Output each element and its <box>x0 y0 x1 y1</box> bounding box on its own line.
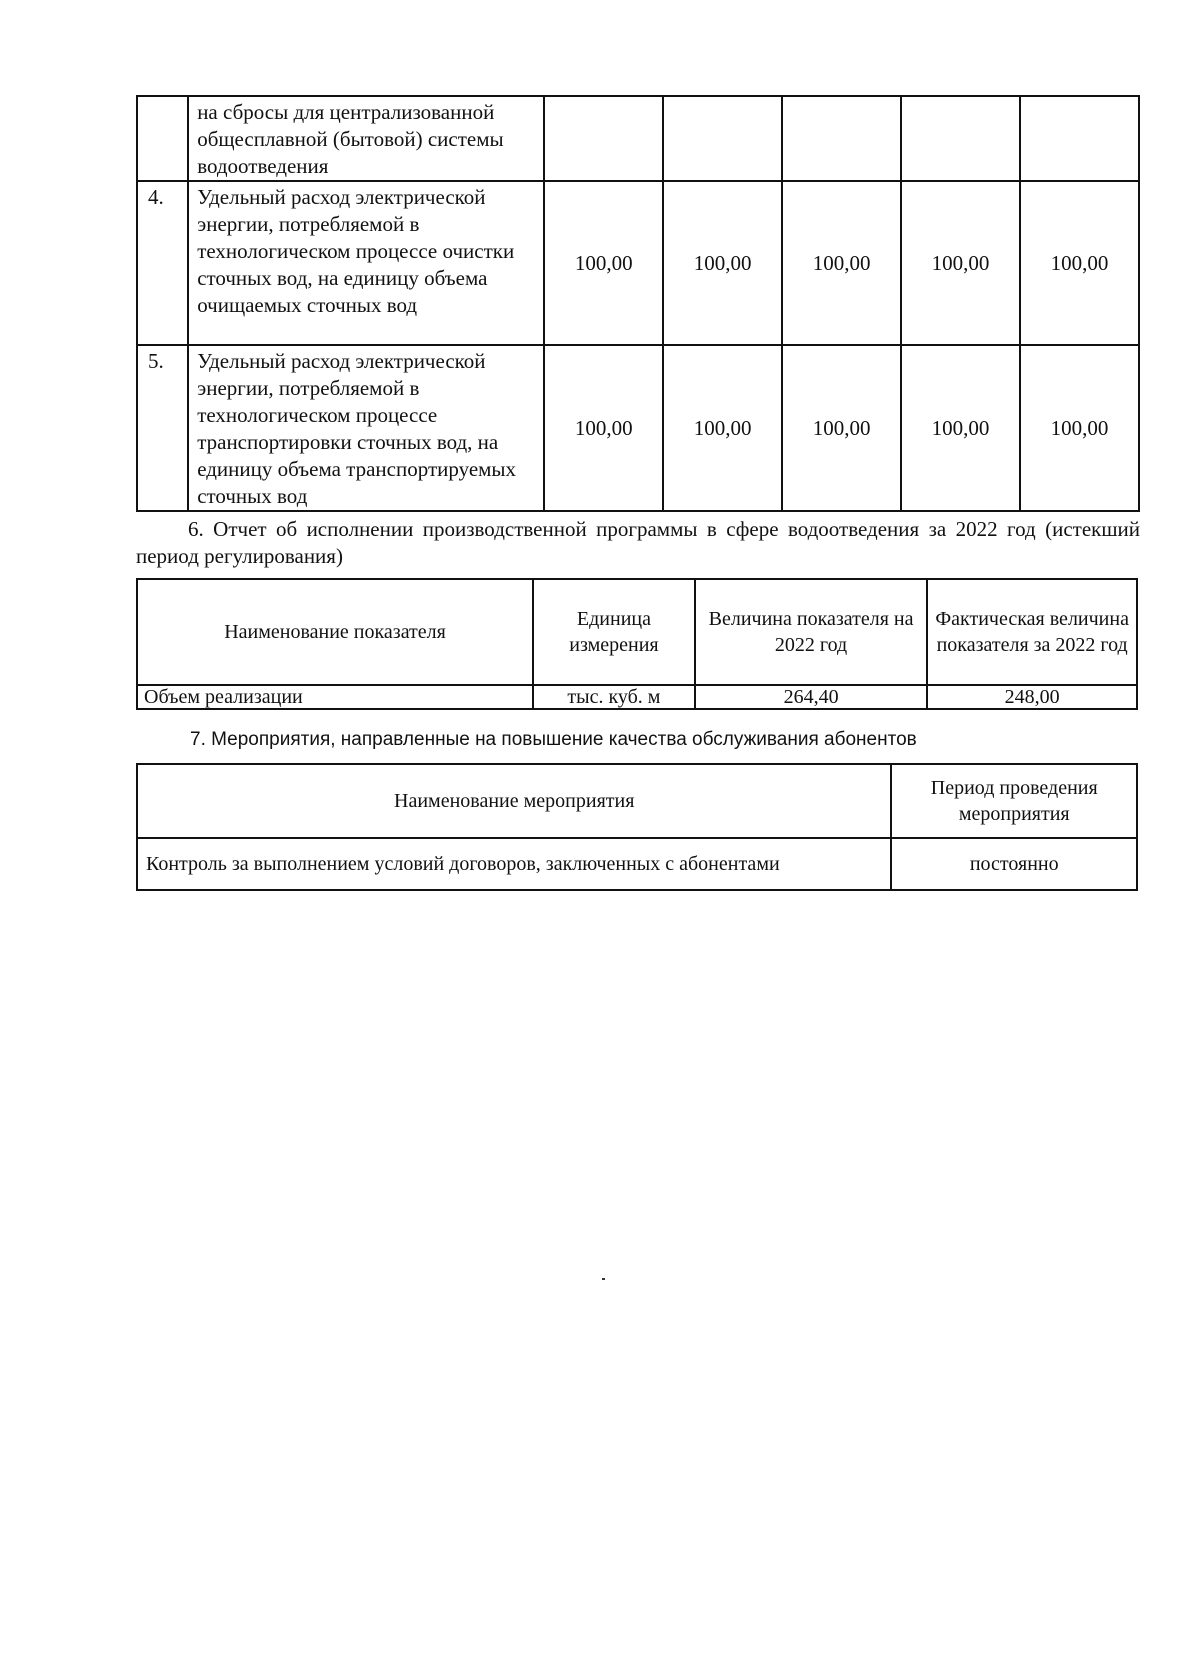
indicators-table-continued <box>136 95 1140 512</box>
indicator-value: 100,00 <box>782 181 901 345</box>
indicator-value: 100,00 <box>544 345 663 511</box>
table-header-row <box>137 579 1137 685</box>
indicator-value: 100,00 <box>663 345 782 511</box>
indicator-value: 100,00 <box>544 181 663 345</box>
indicator-name: Удельный расход электрической энергии, потребляемой в технологическом процессе очистки сточных вод, на единицу объема очищаемых сточных вод <box>188 181 544 345</box>
column-header: Период проведения мероприятия <box>891 764 1137 838</box>
unit: тыс. куб. м <box>533 685 695 709</box>
measures-table <box>136 763 1138 891</box>
planned-value: 264,40 <box>695 685 928 709</box>
table-row <box>137 181 1139 345</box>
indicator-name: на сбросы для централизованной общесплавной (бытовой) системы водоотведения <box>188 96 544 181</box>
section-6-heading: 6. Отчет об исполнении производственной программы в сфере водоотведения за 2022 год (истекший период регулирования) <box>136 517 1140 568</box>
indicator-value: 100,00 <box>1020 345 1139 511</box>
indicator-name: Объем реализации <box>137 685 533 709</box>
table-row <box>137 345 1139 511</box>
indicator-value <box>782 96 901 181</box>
indicator-value: 100,00 <box>901 181 1020 345</box>
column-header: Фактическая величина показателя за 2022 год <box>927 579 1137 685</box>
column-header: Единица измерения <box>533 579 695 685</box>
column-header: Наименование мероприятия <box>137 764 891 838</box>
row-number: 4. <box>137 181 188 345</box>
table-header-row <box>137 764 1137 838</box>
table-row <box>137 838 1137 890</box>
indicator-value <box>901 96 1020 181</box>
row-number <box>137 96 188 181</box>
indicator-value <box>1020 96 1139 181</box>
program-report-table <box>136 578 1138 710</box>
section-7-heading: 7. Мероприятия, направленные на повышение качества обслуживания абонентов <box>190 729 917 750</box>
measure-name: Контроль за выполнением условий договоров, заключенных с абонентами <box>137 838 891 890</box>
indicator-value <box>663 96 782 181</box>
table-row <box>137 685 1137 709</box>
indicator-value: 100,00 <box>782 345 901 511</box>
indicator-value: 100,00 <box>901 345 1020 511</box>
indicator-value <box>544 96 663 181</box>
column-header: Величина показателя на 2022 год <box>695 579 928 685</box>
indicator-value: 100,00 <box>1020 181 1139 345</box>
scan-speck <box>602 1278 605 1280</box>
indicator-name: Удельный расход электрической энергии, потребляемой в технологическом процессе транспортировки сточных вод, на единицу объема транспортируемых сточных вод <box>188 345 544 511</box>
actual-value: 248,00 <box>927 685 1137 709</box>
column-header: Наименование показателя <box>137 579 533 685</box>
row-number: 5. <box>137 345 188 511</box>
indicator-value: 100,00 <box>663 181 782 345</box>
table-row <box>137 96 1139 181</box>
measure-period: постоянно <box>891 838 1137 890</box>
